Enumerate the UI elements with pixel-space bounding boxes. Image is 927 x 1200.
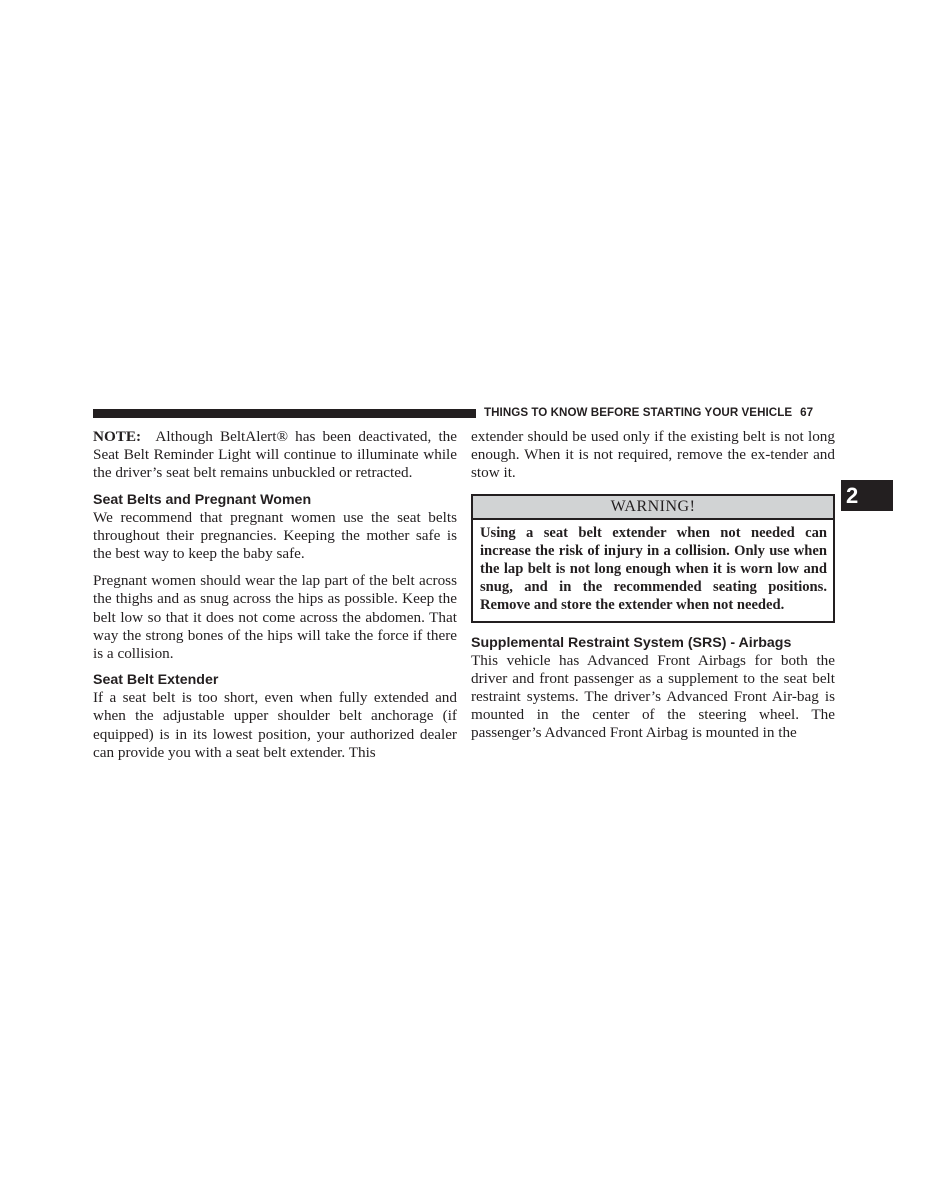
running-header [484, 406, 834, 419]
paragraph-extender: If a seat belt is too short, even when fully extended and when the adjustable upper shoulder belt anchorage (if equipped) is in its lowest position, your authorized dealer can provide you with a seat belt extender. This [93, 689, 457, 761]
header-rule [93, 409, 476, 418]
note-text: Although BeltAlert® has been deactivated, the Seat Belt Reminder Light will continue to illuminate while the driver’s seat belt remains unbuckled or retracted. [93, 428, 458, 482]
chapter-tab: 2 [841, 480, 893, 511]
heading-pregnant-women: Seat Belts and Pregnant Women [93, 491, 312, 508]
paragraph-srs: This vehicle has Advanced Front Airbags for both the driver and front passenger as a supplement to the seat belt restraint systems. The driver’s Advanced Front Air-bag is mounted in the center of the steering wheel. The passenger’s Advanced Front Airbag is mounted in the [471, 651, 835, 742]
heading-srs-airbags: Supplemental Restraint System (SRS) - Airbags [471, 634, 792, 651]
section-title: THINGS TO KNOW BEFORE STARTING YOUR VEHICLE [484, 406, 793, 419]
note-paragraph [93, 428, 457, 483]
right-column [471, 428, 835, 752]
paragraph-pregnant-1: We recommend that pregnant women use the seat belts throughout their pregnancies. Keeping the mother safe is the best way to keep the baby safe. [93, 508, 457, 563]
warning-box [471, 494, 835, 623]
note-label: NOTE: [93, 428, 142, 445]
page-number: 67 [800, 406, 814, 419]
warning-text: Using a seat belt extender when not needed can increase the risk of injury in a collision. Only use when the lap belt is not long enough when it is worn low and snug, and in the recommended seating positions. Remove and store the extender when not needed. [480, 524, 827, 614]
warning-title: WARNING! [473, 496, 833, 520]
heading-seat-belt-extender: Seat Belt Extender [93, 672, 219, 689]
paragraph-pregnant-2: Pregnant women should wear the lap part of the belt across the thighs and as snug across the hips as possible. Keep the belt low so that it does not come across the abdomen. That way the strong bones of the hips will take the force if there is a collision. [93, 572, 457, 663]
paragraph-extender-continued: extender should be used only if the existing belt is not long enough. When it is not required, remove the ex-tender and stow it. [471, 428, 835, 482]
left-column [93, 428, 457, 771]
